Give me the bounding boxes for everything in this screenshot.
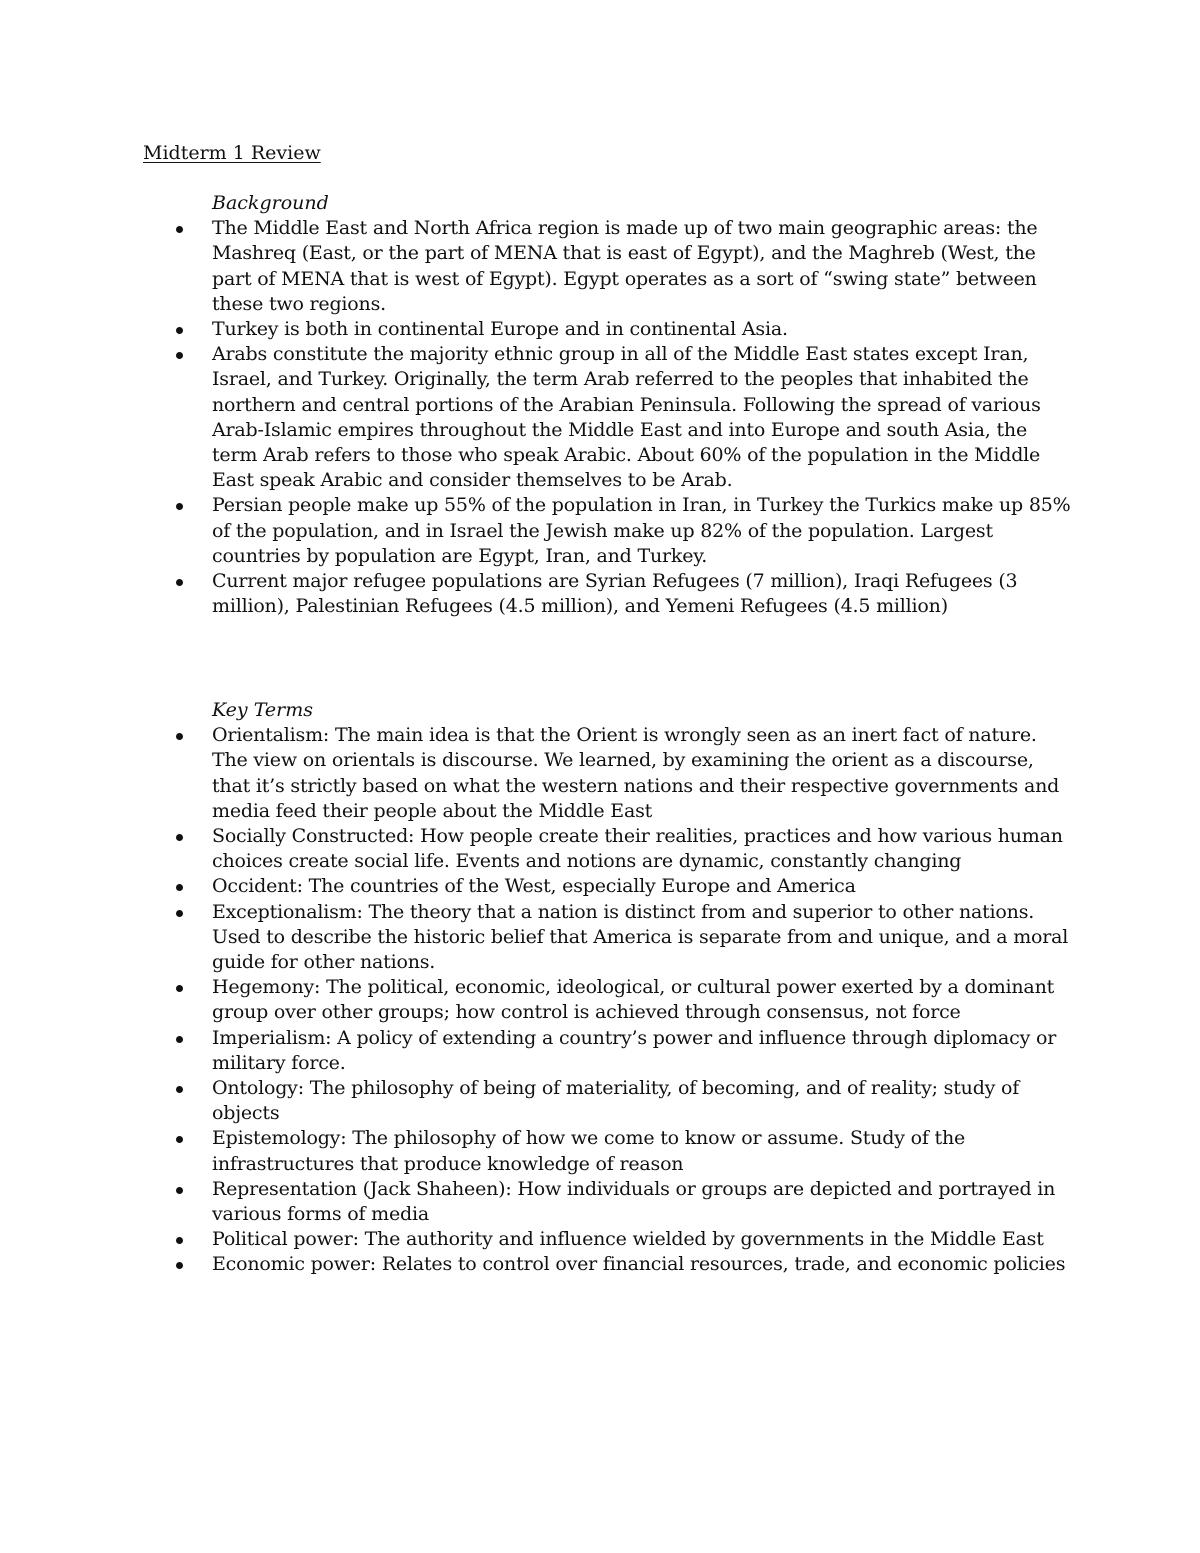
list-item-text: Imperialism: A policy of extending a country’s power and influence through diplomacy or military force. <box>212 1026 1057 1074</box>
list-item <box>143 569 1073 619</box>
bullet-list <box>143 216 1073 619</box>
list-item <box>143 1126 1073 1176</box>
bullet-icon <box>176 579 183 586</box>
bullet-icon <box>176 1136 183 1143</box>
list-item <box>143 317 1073 342</box>
list-item-text: Epistemology: The philosophy of how we come to know or assume. Study of the infrastructures that produce knowledge of reason <box>212 1127 966 1175</box>
list-item <box>143 1227 1073 1252</box>
list-item <box>143 1026 1073 1076</box>
list-item <box>143 216 1073 317</box>
list-item <box>143 723 1073 824</box>
list-item-text: Orientalism: The main idea is that the Orient is wrongly seen as an inert fact of nature. The view on orientals is discourse. We learned, by examining the orient as a discourse, that it’s strictly based on what the western nations and their respective governments and media feed their people about the Middle East <box>212 724 1060 822</box>
list-item <box>143 493 1073 569</box>
list-item <box>143 975 1073 1025</box>
list-item-text: Occident: The countries of the West, especially Europe and America <box>212 875 856 898</box>
list-item-text: Arabs constitute the majority ethnic group in all of the Middle East states except Iran, Israel, and Turkey. Originally, the term Arab referred to the peoples that inhabited the northern and central portions of the Arabian Peninsula. Following the spread of various Arab-Islamic empires throughout the Middle East and into Europe and south Asia, the term Arab refers to those who speak Arabic. About 60% of the population in the Middle East speak Arabic and consider themselves to be Arab. <box>212 343 1041 492</box>
list-item-text: Exceptionalism: The theory that a nation is distinct from and superior to other nations. Used to describe the historic belief that America is separate from and unique, and a moral guide for other nations. <box>212 900 1069 974</box>
list-item <box>143 1076 1073 1126</box>
list-item-text: Hegemony: The political, economic, ideological, or cultural power exerted by a dominant group over other groups; how control is achieved through consensus, not force <box>212 976 1055 1024</box>
bullet-icon <box>176 884 183 891</box>
list-item-text: The Middle East and North Africa region is made up of two main geographic areas: the Mashreq (East, or the part of MENA that is east of Egypt), and the Maghreb (West, the part of MENA that is west of Egypt). Egypt operates as a sort of “swing state” between these two regions. <box>212 217 1038 315</box>
list-item-text: Persian people make up 55% of the population in Iran, in Turkey the Turkics make up 85% of the population, and in Israel the Jewish make up 82% of the population. Largest countries by population are Egypt, Iran, and Turkey. <box>212 494 1071 567</box>
bullet-icon <box>176 503 183 510</box>
list-item <box>143 342 1073 493</box>
bullet-icon <box>176 834 183 841</box>
bullet-icon <box>176 1036 183 1043</box>
bullet-icon <box>176 1086 183 1093</box>
bullet-icon <box>176 1262 183 1269</box>
bullet-icon <box>176 1237 183 1244</box>
bullet-icon <box>176 910 183 917</box>
list-item <box>143 1177 1073 1227</box>
bullet-icon <box>176 226 183 233</box>
bullet-icon <box>176 733 183 740</box>
list-item-text: Representation (Jack Shaheen): How individuals or groups are depicted and portrayed in various forms of media <box>212 1177 1056 1226</box>
bullet-icon <box>176 352 183 359</box>
section-heading: Key Terms <box>212 699 313 721</box>
section-heading: Background <box>212 192 329 214</box>
list-item-text: Political power: The authority and influence wielded by governments in the Middle East <box>212 1228 1044 1251</box>
document-title: Midterm 1 Review <box>143 142 321 164</box>
list-item-text: Economic power: Relates to control over financial resources, trade, and economic policies <box>212 1253 1066 1276</box>
section-background <box>143 191 1073 619</box>
bullet-icon <box>176 985 183 992</box>
list-item-text: Socially Constructed: How people create their realities, practices and how various human choices create social life. Events and notions are dynamic, constantly changing <box>212 825 1063 873</box>
list-item <box>143 1252 1073 1277</box>
section-key-terms <box>143 698 1073 1278</box>
bullet-list <box>143 723 1073 1277</box>
bullet-icon <box>176 327 183 334</box>
bullet-icon <box>176 1187 183 1194</box>
list-item-text: Turkey is both in continental Europe and in continental Asia. <box>212 318 788 341</box>
list-item-text: Ontology: The philosophy of being of materiality, of becoming, and of reality; study of objects <box>212 1077 1020 1125</box>
list-item <box>143 874 1073 899</box>
list-item <box>143 900 1073 976</box>
list-item-text: Current major refugee populations are Syrian Refugees (7 million), Iraqi Refugees (3 million), Palestinian Refugees (4.5 million), and Yemeni Refugees (4.5 million) <box>212 570 1018 618</box>
list-item <box>143 824 1073 874</box>
